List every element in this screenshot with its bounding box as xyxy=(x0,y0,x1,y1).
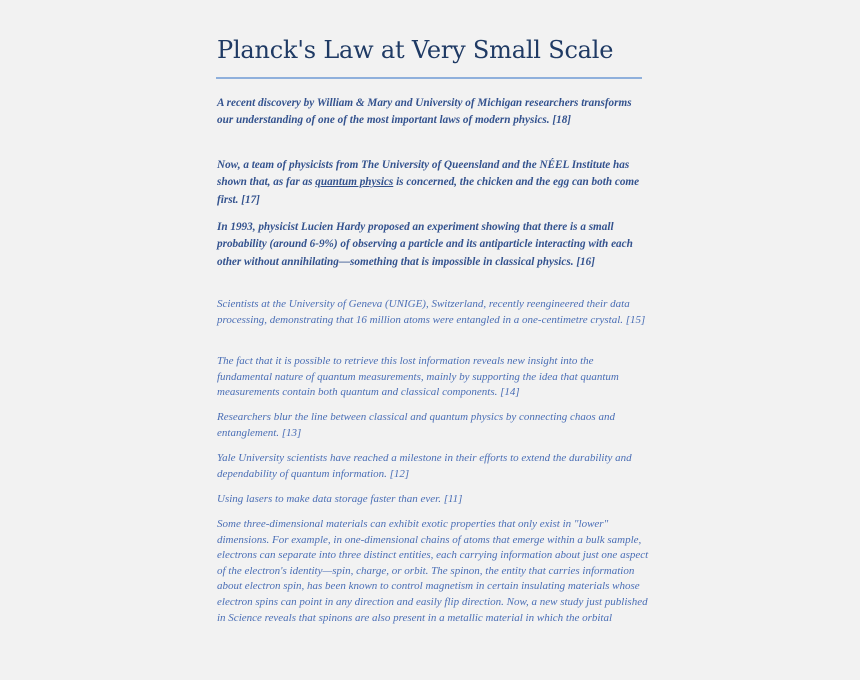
title-underline xyxy=(216,77,642,79)
paragraph-2 xyxy=(217,157,649,209)
paragraph-5: The fact that it is possible to retrieve this lost information reveals new insight into the fundamental nature of quantum measurements, mainly by supporting the idea that quantum measurements contain both quantum and classical components. [14] xyxy=(217,355,619,399)
page-title: Planck's Law at Very Small Scale xyxy=(217,36,614,64)
paragraph-2-text-start: Now, a team of physicists from The University of Queensland and the NÉEL Institute has shown that, as far as xyxy=(217,159,630,189)
paragraph-1: A recent discovery by William & Mary and University of Michigan researchers transforms our understanding of one of the most important laws of modern physics. [18] xyxy=(217,97,632,127)
paragraph-2-text-end: is concerned, the chicken and the egg can both come first. [17] xyxy=(217,176,640,206)
paragraph-8: Using lasers to make data storage faster than ever. [11] xyxy=(217,493,463,505)
paragraph-9: Some three-dimensional materials can exhibit exotic properties that only exist in "lower" dimensions. For example, in one-dimensional chains of atoms that emerge within a bulk sample, electrons can separate into three distinct entities, each carrying information about just one aspect of the electron's identity—spin, charge, or orbit. The spinon, the entity that carries information about electron spin, has been known to control magnetism in certain insulating materials whose electron spins can point in any direction and easily flip direction. Now, a new study just published in Science reveals that spinons are also present in a metallic material in which the orbital xyxy=(217,518,649,624)
paragraph-4: Scientists at the University of Geneva (UNIGE), Switzerland, recently reengineered their data processing, demonstrating that 16 million atoms were entangled in a one-centimetre crystal. [15] xyxy=(217,298,646,326)
paragraph-7: Yale University scientists have reached a milestone in their efforts to extend the durability and dependability of quantum information. [12] xyxy=(217,452,632,480)
paragraph-3: In 1993, physicist Lucien Hardy proposed an experiment showing that there is a small probability (around 6-9%) of observing a particle and its antiparticle interacting with each other without annihilating—something that is impossible in classical physics. [16] xyxy=(217,221,633,268)
paragraph-6: Researchers blur the line between classical and quantum physics by connecting chaos and entanglement. [13] xyxy=(217,411,615,439)
quantum-physics-link[interactable]: quantum physics xyxy=(315,176,394,189)
